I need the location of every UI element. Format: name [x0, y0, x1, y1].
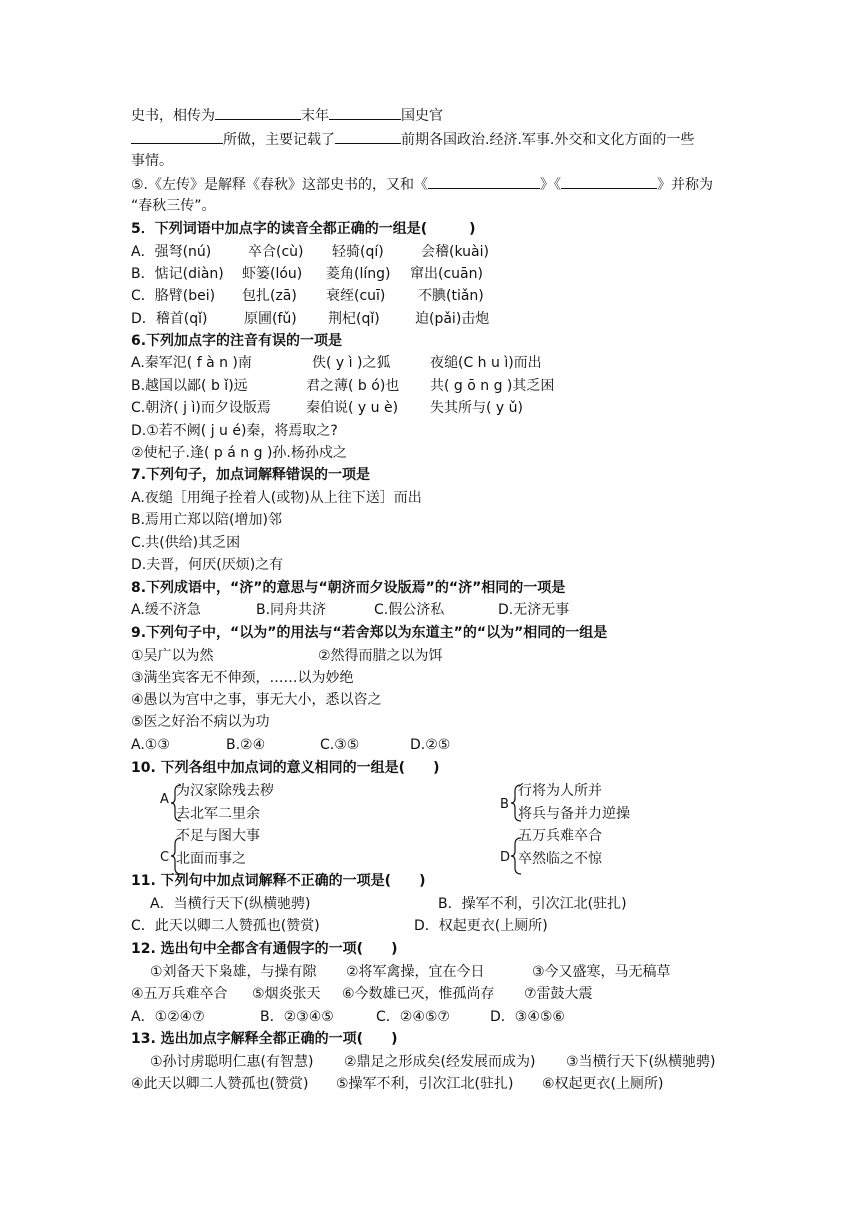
blank: [561, 174, 657, 189]
q10-group-d-line-2: 卒然临之不惊: [518, 851, 602, 867]
q12-sentence-3: ③今又盛寒，马无稿草: [532, 964, 671, 980]
q7-option-d: D.夫晋，何厌(厌烦)之有: [131, 557, 284, 573]
q6-option-b-3: 共( g ō n g )其乏困: [430, 378, 555, 394]
q9-option-d: D.②⑤: [410, 737, 451, 753]
question-10-stem: 10. 下列各组中加点词的意义相同的一组是( ): [131, 760, 440, 776]
question-9-stem: 9.下列句子中，“以为”的用法与“若舍郑以为东道主”的“以为”相同的一组是: [131, 625, 608, 641]
fill-line-4: [131, 174, 713, 195]
question-11-stem: 11. 下列句中加点词解释不正确的一项是( ): [131, 873, 426, 889]
q9-sentence-5: ⑤医之好治不病以为功: [131, 714, 270, 730]
q8-option-b: B.同舟共济: [256, 602, 327, 618]
q5-option-a-4: 会稽(kuài): [421, 244, 489, 260]
q10-group-d-label: D: [500, 850, 511, 865]
q12-option-a: A．①②④⑦: [131, 1009, 205, 1025]
text-segment: 末年: [301, 108, 329, 124]
q6-option-c-2: 秦伯说( y u è): [306, 400, 399, 416]
blank: [335, 129, 401, 144]
q13-sentence-4: ④此天以卿二人赞孤也(赞赏): [131, 1076, 309, 1092]
q10-group-a-line-2: 去北军二里余: [176, 806, 260, 822]
q6-option-a-1: A.秦军氾( f à n )南: [131, 355, 252, 371]
q9-sentence-4: ④愚以为宫中之事，事无大小，悉以咨之: [131, 692, 382, 708]
q5-option-c-2: 包扎(zā): [242, 288, 297, 304]
question-13-stem: 13. 选出加点字解释全都正确的一项( ): [131, 1031, 398, 1047]
q9-option-c: C.③⑤: [320, 737, 360, 753]
q5-option-a-2: 卒合(cù): [248, 244, 304, 260]
q5-option-b-2: 虾篓(lóu): [242, 266, 303, 282]
q8-option-a: A.缓不济急: [131, 602, 201, 618]
q6-option-c-1: C.朝济( j ì)而夕设版焉: [131, 400, 271, 416]
blank: [215, 105, 301, 120]
q12-sentence-6: ⑥今数雄已灭，惟孤尚存: [342, 986, 495, 1002]
q10-group-a-line-1: 为汉家除残去秽: [176, 783, 274, 799]
blank: [329, 105, 401, 120]
q11-option-a: A．当横行天下(纵横驰骋): [150, 896, 311, 912]
q9-option-a: A.①③: [131, 737, 170, 753]
q6-option-d-2: ②使杞子.逢( p á n g )孙.杨孙戍之: [131, 445, 347, 461]
q13-sentence-3: ③当横行天下(纵横驰骋): [566, 1054, 716, 1070]
q9-sentence-1: ①吴广以为然: [131, 648, 214, 664]
question-12-stem: 12. 选出句中全都含有通假字的一项( ): [131, 941, 398, 957]
q5-option-d-3: 荆杞(qǐ): [328, 311, 380, 327]
q6-option-c-3: 失其所与( y ǔ): [430, 400, 523, 416]
q5-option-b-3: 菱角(líng): [326, 266, 391, 282]
q6-option-d-1: D.①若不阙( j u é)秦，将焉取之?: [131, 423, 338, 439]
q10-group-c-line-1: 不足与图大事: [176, 828, 260, 844]
q12-sentence-7: ⑦雷鼓大震: [524, 986, 593, 1002]
text-segment: 前期各国政治.经济.军事.外交和文化方面的一些: [401, 132, 695, 148]
q10-group-a-label: A: [160, 792, 169, 807]
q5-option-c-3: 衰绖(cuī): [326, 288, 386, 304]
q11-option-b: B．操军不利，引次江北(驻扎): [438, 896, 627, 912]
q6-option-b-2: 君之薄( b ó)也: [306, 378, 400, 394]
q11-option-d: D．权起更衣(上厕所): [414, 918, 548, 934]
q10-group-b-line-2: 将兵与备并力逆操: [518, 806, 630, 822]
q5-option-c-1: C．胳臂(bei): [131, 288, 216, 304]
q8-option-c: C.假公济私: [374, 602, 445, 618]
q10-group-c-line-2: 北面而事之: [176, 851, 246, 867]
q9-option-b: B.②④: [226, 737, 266, 753]
text-segment: 》并称为: [657, 177, 713, 193]
blank: [131, 129, 223, 144]
text-segment: 史书，相传为: [131, 108, 215, 124]
q10-group-d-line-1: 五万兵难卒合: [518, 828, 602, 844]
q5-option-d-4: 迫(pǎi)击炮: [415, 311, 490, 327]
question-5-stem: 5．下列词语中加点字的读音全都正确的一组是( ): [131, 221, 476, 237]
text-segment: 》《: [540, 177, 561, 193]
q6-option-a-3: 夜缒(C h u ì)而出: [430, 355, 542, 371]
q7-option-a: A.夜缒［用绳子拴着人(或物)从上往下送］而出: [131, 490, 422, 506]
q10-group-b-line-1: 行将为人所并: [518, 783, 602, 799]
q7-option-c: C.共(供给)其乏困: [131, 535, 241, 551]
q5-option-a-1: A．强弩(nú): [131, 244, 212, 260]
q5-option-c-4: 不腆(tiǎn): [418, 288, 484, 304]
q12-option-d: D．③④⑤⑥: [490, 1009, 565, 1025]
q13-sentence-6: ⑥权起更衣(上厕所): [542, 1076, 664, 1092]
fill-line-5: “春秋三传”。: [131, 198, 216, 214]
q8-option-d: D.无济无事: [498, 602, 570, 618]
text-segment: 国史官: [401, 108, 443, 124]
q5-option-d-1: D．稽首(qǐ): [131, 311, 208, 327]
text-segment: 所做，主要记载了: [223, 132, 335, 148]
q12-sentence-1: ①刘备天下枭雄，与操有隙: [150, 964, 317, 980]
q6-option-b-1: B.越国以鄙( b ǐ)远: [131, 378, 248, 394]
fill-line-1: [131, 105, 443, 126]
q7-option-b: B.焉用亡郑以陪(增加)邻: [131, 512, 282, 528]
fill-line-3: 事情。: [131, 153, 173, 169]
blank: [428, 174, 540, 189]
q11-option-c: C．此天以卿二人赞孤也(赞赏): [131, 918, 320, 934]
q6-option-a-2: 佚( y ì )之狐: [312, 355, 391, 371]
q5-option-a-3: 轻骑(qí): [332, 244, 384, 260]
q12-sentence-5: ⑤烟炎张天: [252, 986, 321, 1002]
question-6-stem: 6.下列加点字的注音有误的一项是: [131, 333, 343, 349]
q13-sentence-1: ①孙讨虏聪明仁惠(有智慧): [150, 1054, 314, 1070]
question-7-stem: 7.下列句子，加点词解释错误的一项是: [131, 467, 371, 483]
q5-option-b-1: B．惦记(diàn): [131, 266, 224, 282]
q5-option-d-2: 原圃(fǔ): [244, 311, 297, 327]
q12-option-c: C．②④⑤⑦: [376, 1009, 450, 1025]
q9-sentence-3: ③满坐宾客无不伸颈，……以为妙绝: [131, 670, 354, 686]
q12-option-b: B．②③④⑤: [260, 1009, 334, 1025]
fill-line-2: [131, 129, 694, 150]
q9-sentence-2: ②然得而腊之以为饵: [318, 648, 443, 664]
q12-sentence-4: ④五万兵难卒合: [131, 986, 228, 1002]
q13-sentence-2: ②鼎足之形成矣(经发展而成为): [344, 1054, 536, 1070]
q5-option-b-4: 窜出(cuān): [410, 266, 483, 282]
text-segment: ⑤.《左传》是解释《春秋》这部史书的，又和《: [131, 177, 428, 193]
q10-group-c-label: C: [160, 850, 170, 865]
q13-sentence-5: ⑤操军不利，引次江北(驻扎): [336, 1076, 514, 1092]
question-8-stem: 8.下列成语中，“济”的意思与“朝济而夕设版焉”的“济”相同的一项是: [131, 580, 566, 596]
q10-group-b-label: B: [500, 797, 509, 812]
q12-sentence-2: ②将军禽操，宜在今日: [346, 964, 485, 980]
